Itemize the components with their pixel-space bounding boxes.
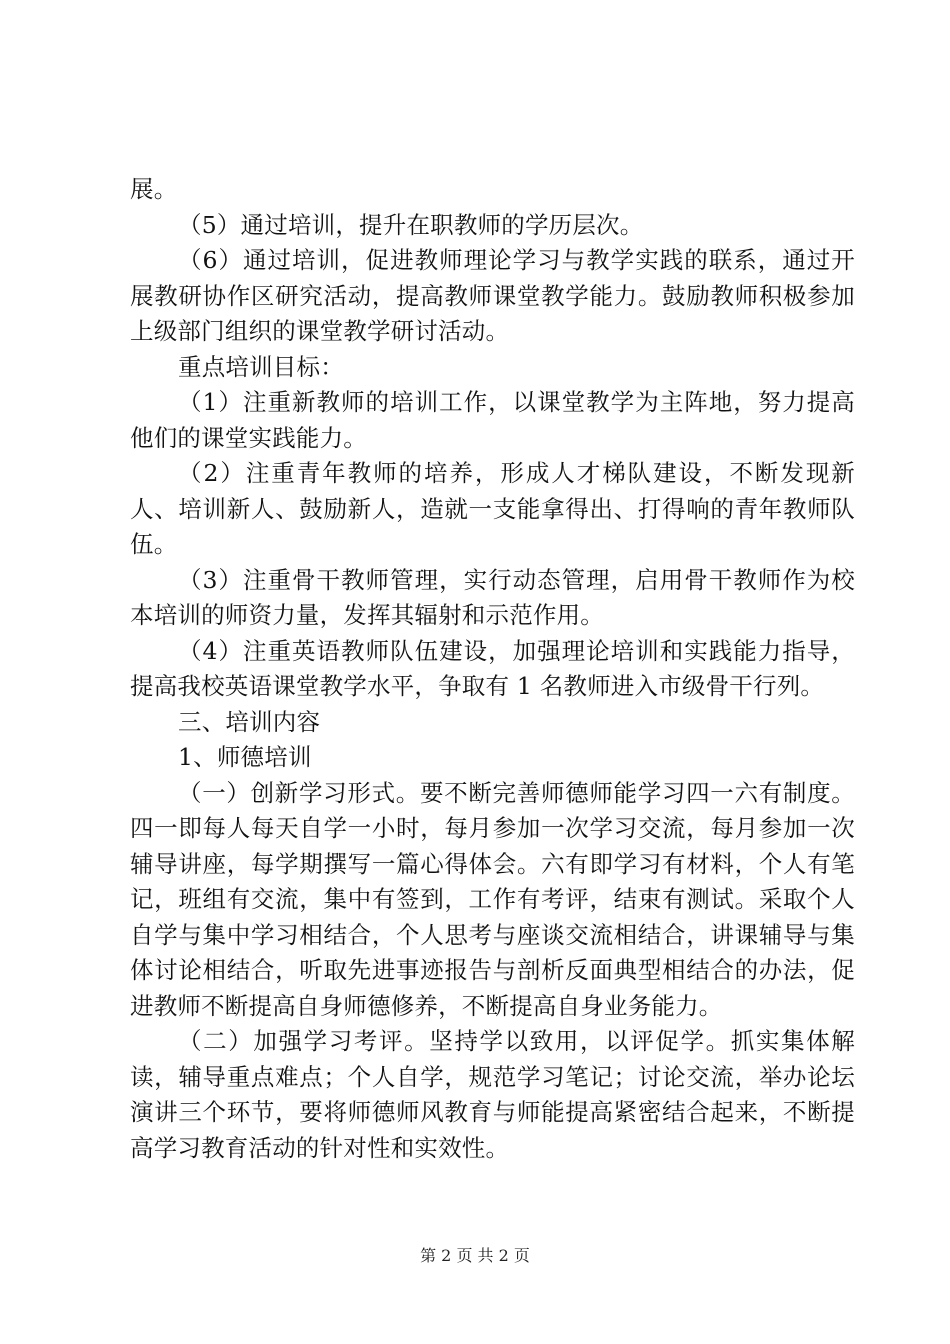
paragraph: （6）通过培训，促进教师理论学习与教学实践的联系，通过开展教研协作区研究活动，提高教师课堂教学能力。鼓励教师积极参加上级部门组织的课堂教学研讨活动。 — [130, 246, 855, 345]
subsection-heading: 1、师德培训 — [178, 743, 312, 771]
page-footer: 第 2 页 共 2 页 — [420, 1246, 530, 1265]
section-heading: 三、培训内容 — [178, 707, 321, 736]
paragraph: （3）注重骨干教师管理，实行动态管理，启用骨干教师作为校本培训的师资力量，发挥其辐射和示范作用。 — [130, 565, 855, 629]
section-heading: 重点培训目标： — [178, 352, 344, 381]
paragraph: （二）加强学习考评。坚持学以致用，以评促学。抓实集体解读，辅导重点难点；个人自学，规范学习笔记；讨论交流，举办论坛演讲三个环节，要将师德师风教育与师能提高紧密结合起来，不断提高学习教育活动的针对性和实效性。 — [130, 1027, 855, 1162]
paragraph: 展。 — [130, 175, 178, 203]
paragraph: （一）创新学习形式。要不断完善师德师能学习四一六有制度。四一即每人每天自学一小时，每月参加一次学习交流，每月参加一次辅导讲座，每学期撰写一篇心得体会。六有即学习有材料，个人有笔记，班组有交流，集中有签到，工作有考评，结束有测试。采取个人自学与集中学习相结合，个人思考与座谈交流相结合，讲课辅导与集体讨论相结合，听取先进事迹报告与剖析反面典型相结合的办法，促进教师不断提高自身师德修养，不断提高自身业务能力。 — [130, 778, 855, 1020]
paragraph: （1）注重新教师的培训工作，以课堂教学为主阵地，努力提高他们的课堂实践能力。 — [130, 388, 855, 452]
paragraph: （4）注重英语教师队伍建设，加强理论培训和实践能力指导，提高我校英语课堂教学水平，争取有 1 名教师进入市级骨干行列。 — [130, 636, 855, 700]
document-body — [130, 172, 855, 1166]
paragraph: （5）通过培训，提升在职教师的学历层次。 — [178, 210, 644, 239]
paragraph: （2）注重青年教师的培养，形成人才梯队建设，不断发现新人、培训新人、鼓励新人，造就一支能拿得出、打得响的青年教师队伍。 — [130, 459, 855, 558]
